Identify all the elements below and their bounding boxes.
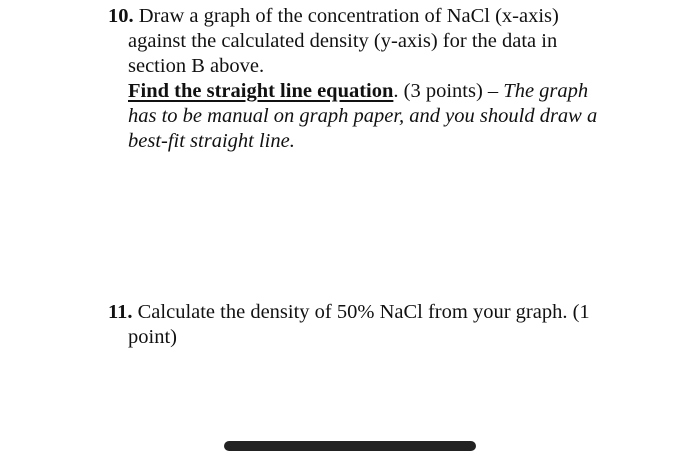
question-10-text-2: against the calculated density (y-axis) for the data in bbox=[128, 30, 558, 52]
question-10-text-1: Draw a graph of the concentration of NaCl (x-axis) bbox=[133, 5, 559, 27]
task-note-line-3: best-fit straight line. bbox=[128, 130, 295, 152]
question-10-line-1 bbox=[108, 4, 668, 29]
task-note-line-2: has to be manual on graph paper, and you should draw a bbox=[128, 105, 598, 127]
task-note-start: The graph bbox=[503, 80, 589, 102]
home-indicator-bar[interactable] bbox=[224, 441, 476, 451]
question-11 bbox=[108, 300, 668, 350]
task-points: . (3 points) – bbox=[393, 80, 504, 102]
question-10-number: 10. bbox=[108, 5, 134, 27]
question-11-text-1: Calculate the density of 50% NaCl from your graph. (1 bbox=[132, 301, 590, 323]
question-10 bbox=[108, 4, 668, 154]
question-11-line-1 bbox=[108, 300, 668, 325]
question-11-number: 11. bbox=[108, 301, 133, 323]
question-10-task-line bbox=[108, 79, 668, 104]
question-10-text-3: section B above. bbox=[128, 55, 265, 77]
question-11-text-2: point) bbox=[128, 326, 177, 348]
task-title: Find the straight line equation bbox=[128, 80, 394, 102]
